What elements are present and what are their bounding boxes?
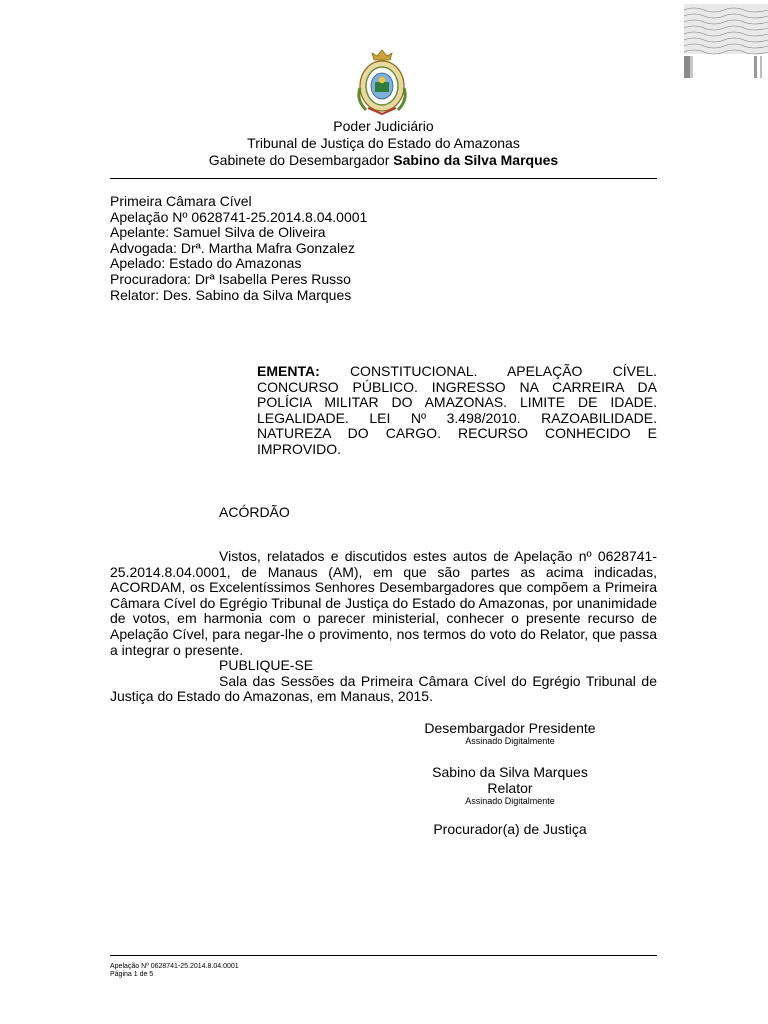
case-info-advogada: Advogada: Drª. Martha Mafra Gonzalez	[110, 239, 355, 256]
signature-procurador	[400, 821, 620, 837]
court-emblem-logo	[354, 48, 410, 116]
footer-page-number: Página 1 de 5	[110, 971, 154, 978]
publique-se-line: PUBLIQUE-SE	[219, 657, 314, 674]
gabinete-prefix: Gabinete do Desembargador	[208, 152, 394, 168]
acordao-title: ACÓRDÃO	[219, 504, 290, 520]
ementa-block	[257, 364, 657, 458]
sala-das-sessoes-paragraph: Sala das Sessões da Primeira Câmara Cível do Egrégio Tribunal de Justiça do Estado do Amazonas, em Manaus, 2015.	[110, 672, 657, 705]
case-info-apelado: Apelado: Estado do Amazonas	[110, 255, 302, 272]
case-info-apelante: Apelante: Samuel Silva de Oliveira	[110, 224, 326, 241]
footer-case-number: Apelação Nº 0628741-25.2014.8.04.0001	[110, 963, 239, 970]
header-divider	[110, 178, 657, 179]
header-line-gabinete	[110, 152, 657, 169]
ementa-label: EMENTA:	[257, 363, 320, 379]
president-title: Desembargador Presidente	[424, 720, 596, 736]
case-info-block	[110, 194, 657, 303]
header-line-poder-judiciario: Poder Judiciário	[333, 118, 434, 134]
document-header	[110, 118, 657, 169]
procurador-title: Procurador(a) de Justiça	[433, 821, 587, 837]
desembargador-name: Sabino da Silva Marques	[393, 152, 559, 168]
header-line-tribunal: Tribunal de Justiça do Estado do Amazonas	[247, 135, 520, 151]
ementa-text: CONSTITUCIONAL. APELAÇÃO CÍVEL. CONCURSO PÚBLICO. INGRESSO NA CARREIRA DA POLÍCIA MILITAR DO AMAZONAS. LIMITE DE IDADE. LEGALIDADE. LEI Nº 3.498/2010. RAZOABILIDADE. NATUREZA DO CARGO. RECURSO CONHECIDO E IMPROVIDO.	[257, 363, 657, 457]
case-info-apelacao: Apelação Nº 0628741-25.2014.8.04.0001	[110, 208, 368, 225]
case-info-procuradora: Procuradora: Drª Isabella Peres Russo	[110, 270, 351, 287]
relator-name: Sabino da Silva Marques	[432, 764, 588, 780]
decision-body	[110, 549, 657, 705]
footer-divider	[110, 955, 657, 956]
relator-digital-note: Assinado Digitalmente	[465, 796, 555, 806]
signature-relator	[400, 764, 620, 807]
decision-paragraph: Vistos, relatados e discutidos estes autos de Apelação nº 0628741-25.2014.8.04.0001, de Manaus (AM), em que são partes as acima indicadas, ACORDAM, os Excelentíssimos Senhores Desembargadores que compõem a Primeira Câmara Cível do Egrégio Tribunal de Justiça do Estado do Amazonas, por unanimidade de votos, em harmonia com o parecer ministerial, conhecer o presente recurso de Apelação Cível, para negar-lhe o provimento, nos termos do voto do Relator, que passa a integrar o presente.	[110, 548, 657, 658]
case-info-relator: Relator: Des. Sabino da Silva Marques	[110, 286, 352, 303]
signature-president	[400, 720, 620, 747]
relator-role: Relator	[487, 780, 533, 796]
case-info-camara: Primeira Câmara Cível	[110, 193, 252, 209]
digital-signature-stamp	[684, 4, 768, 78]
president-digital-note: Assinado Digitalmente	[465, 736, 555, 746]
page-footer	[110, 963, 239, 979]
